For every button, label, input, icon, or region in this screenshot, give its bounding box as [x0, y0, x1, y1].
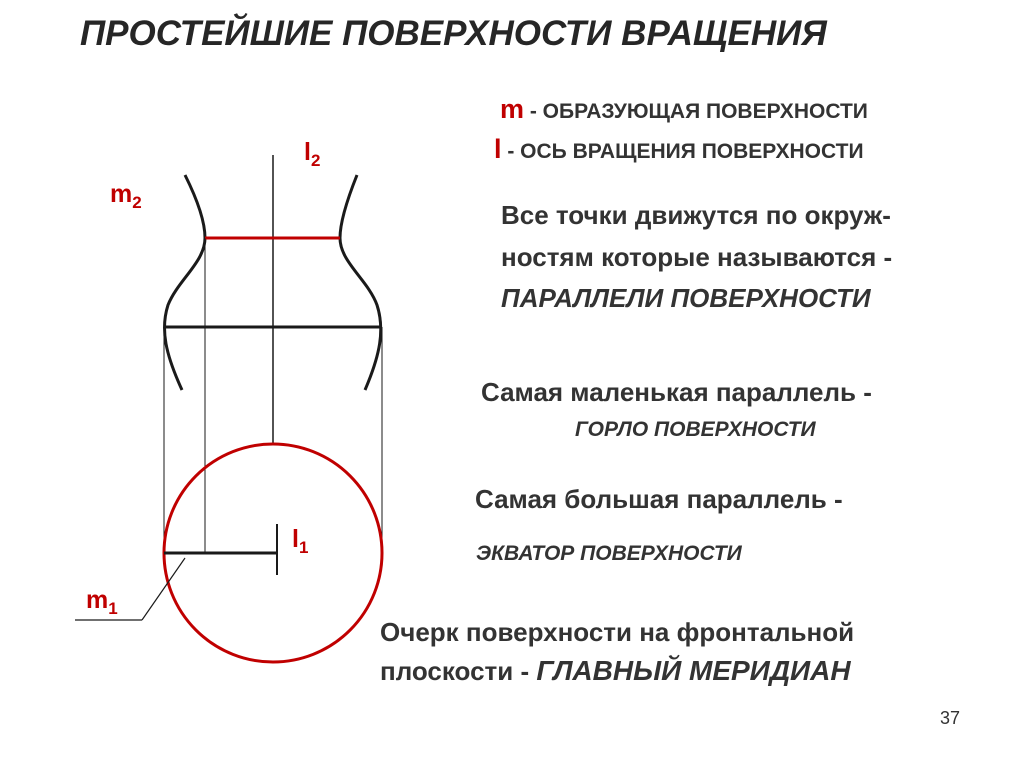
legend-text-l: - ОСЬ ВРАЩЕНИЯ ПОВЕРХНОСТИ	[501, 140, 864, 163]
page-number: 37	[940, 708, 961, 728]
throat-term: ГОРЛО ПОВЕРХНОСТИ	[575, 418, 816, 441]
legend-symbol-l: l	[494, 134, 502, 164]
label-l1	[292, 525, 308, 558]
generatrix-left	[164, 175, 205, 390]
outline-text-line1: Очерк поверхности на фронтальной	[380, 617, 855, 647]
legend-generatrix	[500, 94, 868, 125]
legend-axis	[494, 134, 864, 165]
label-l1-sub: 1	[298, 538, 309, 557]
label-m2-sub: 2	[132, 193, 142, 212]
label-m1-base: m	[86, 586, 109, 614]
points-text-line2: ностям которые называются -	[501, 242, 893, 272]
label-l2-base: l	[304, 138, 311, 166]
smallest-parallel-text: Самая маленькая параллель -	[481, 377, 872, 407]
label-l1-base: l	[292, 525, 299, 553]
generatrix-right	[340, 175, 381, 390]
label-m1-sub: 1	[108, 599, 118, 618]
label-m2	[110, 180, 142, 213]
label-l2-sub: 2	[310, 151, 321, 170]
page-title: ПРОСТЕЙШИЕ ПОВЕРХНОСТИ ВРАЩЕНИЯ	[80, 14, 827, 53]
outline-text-prefix: плоскости -	[380, 656, 537, 686]
label-m2-base: m	[110, 180, 133, 208]
largest-parallel-text: Самая большая параллель -	[475, 484, 843, 514]
equator-term: ЭКВАТОР ПОВЕРХНОСТИ	[476, 542, 742, 565]
points-text-line1: Все точки движутся по окруж-	[501, 200, 891, 230]
legend-symbol-m: m	[500, 94, 525, 124]
outline-text-line2	[380, 655, 851, 687]
label-m1	[86, 586, 118, 619]
label-l2	[304, 138, 320, 171]
legend-text-m: - ОБРАЗУЮЩАЯ ПОВЕРХНОСТИ	[524, 100, 868, 123]
main-meridian-term: ГЛАВНЫЙ МЕРИДИАН	[536, 655, 851, 686]
points-text-line3: ПАРАЛЛЕЛИ ПОВЕРХНОСТИ	[501, 283, 871, 313]
